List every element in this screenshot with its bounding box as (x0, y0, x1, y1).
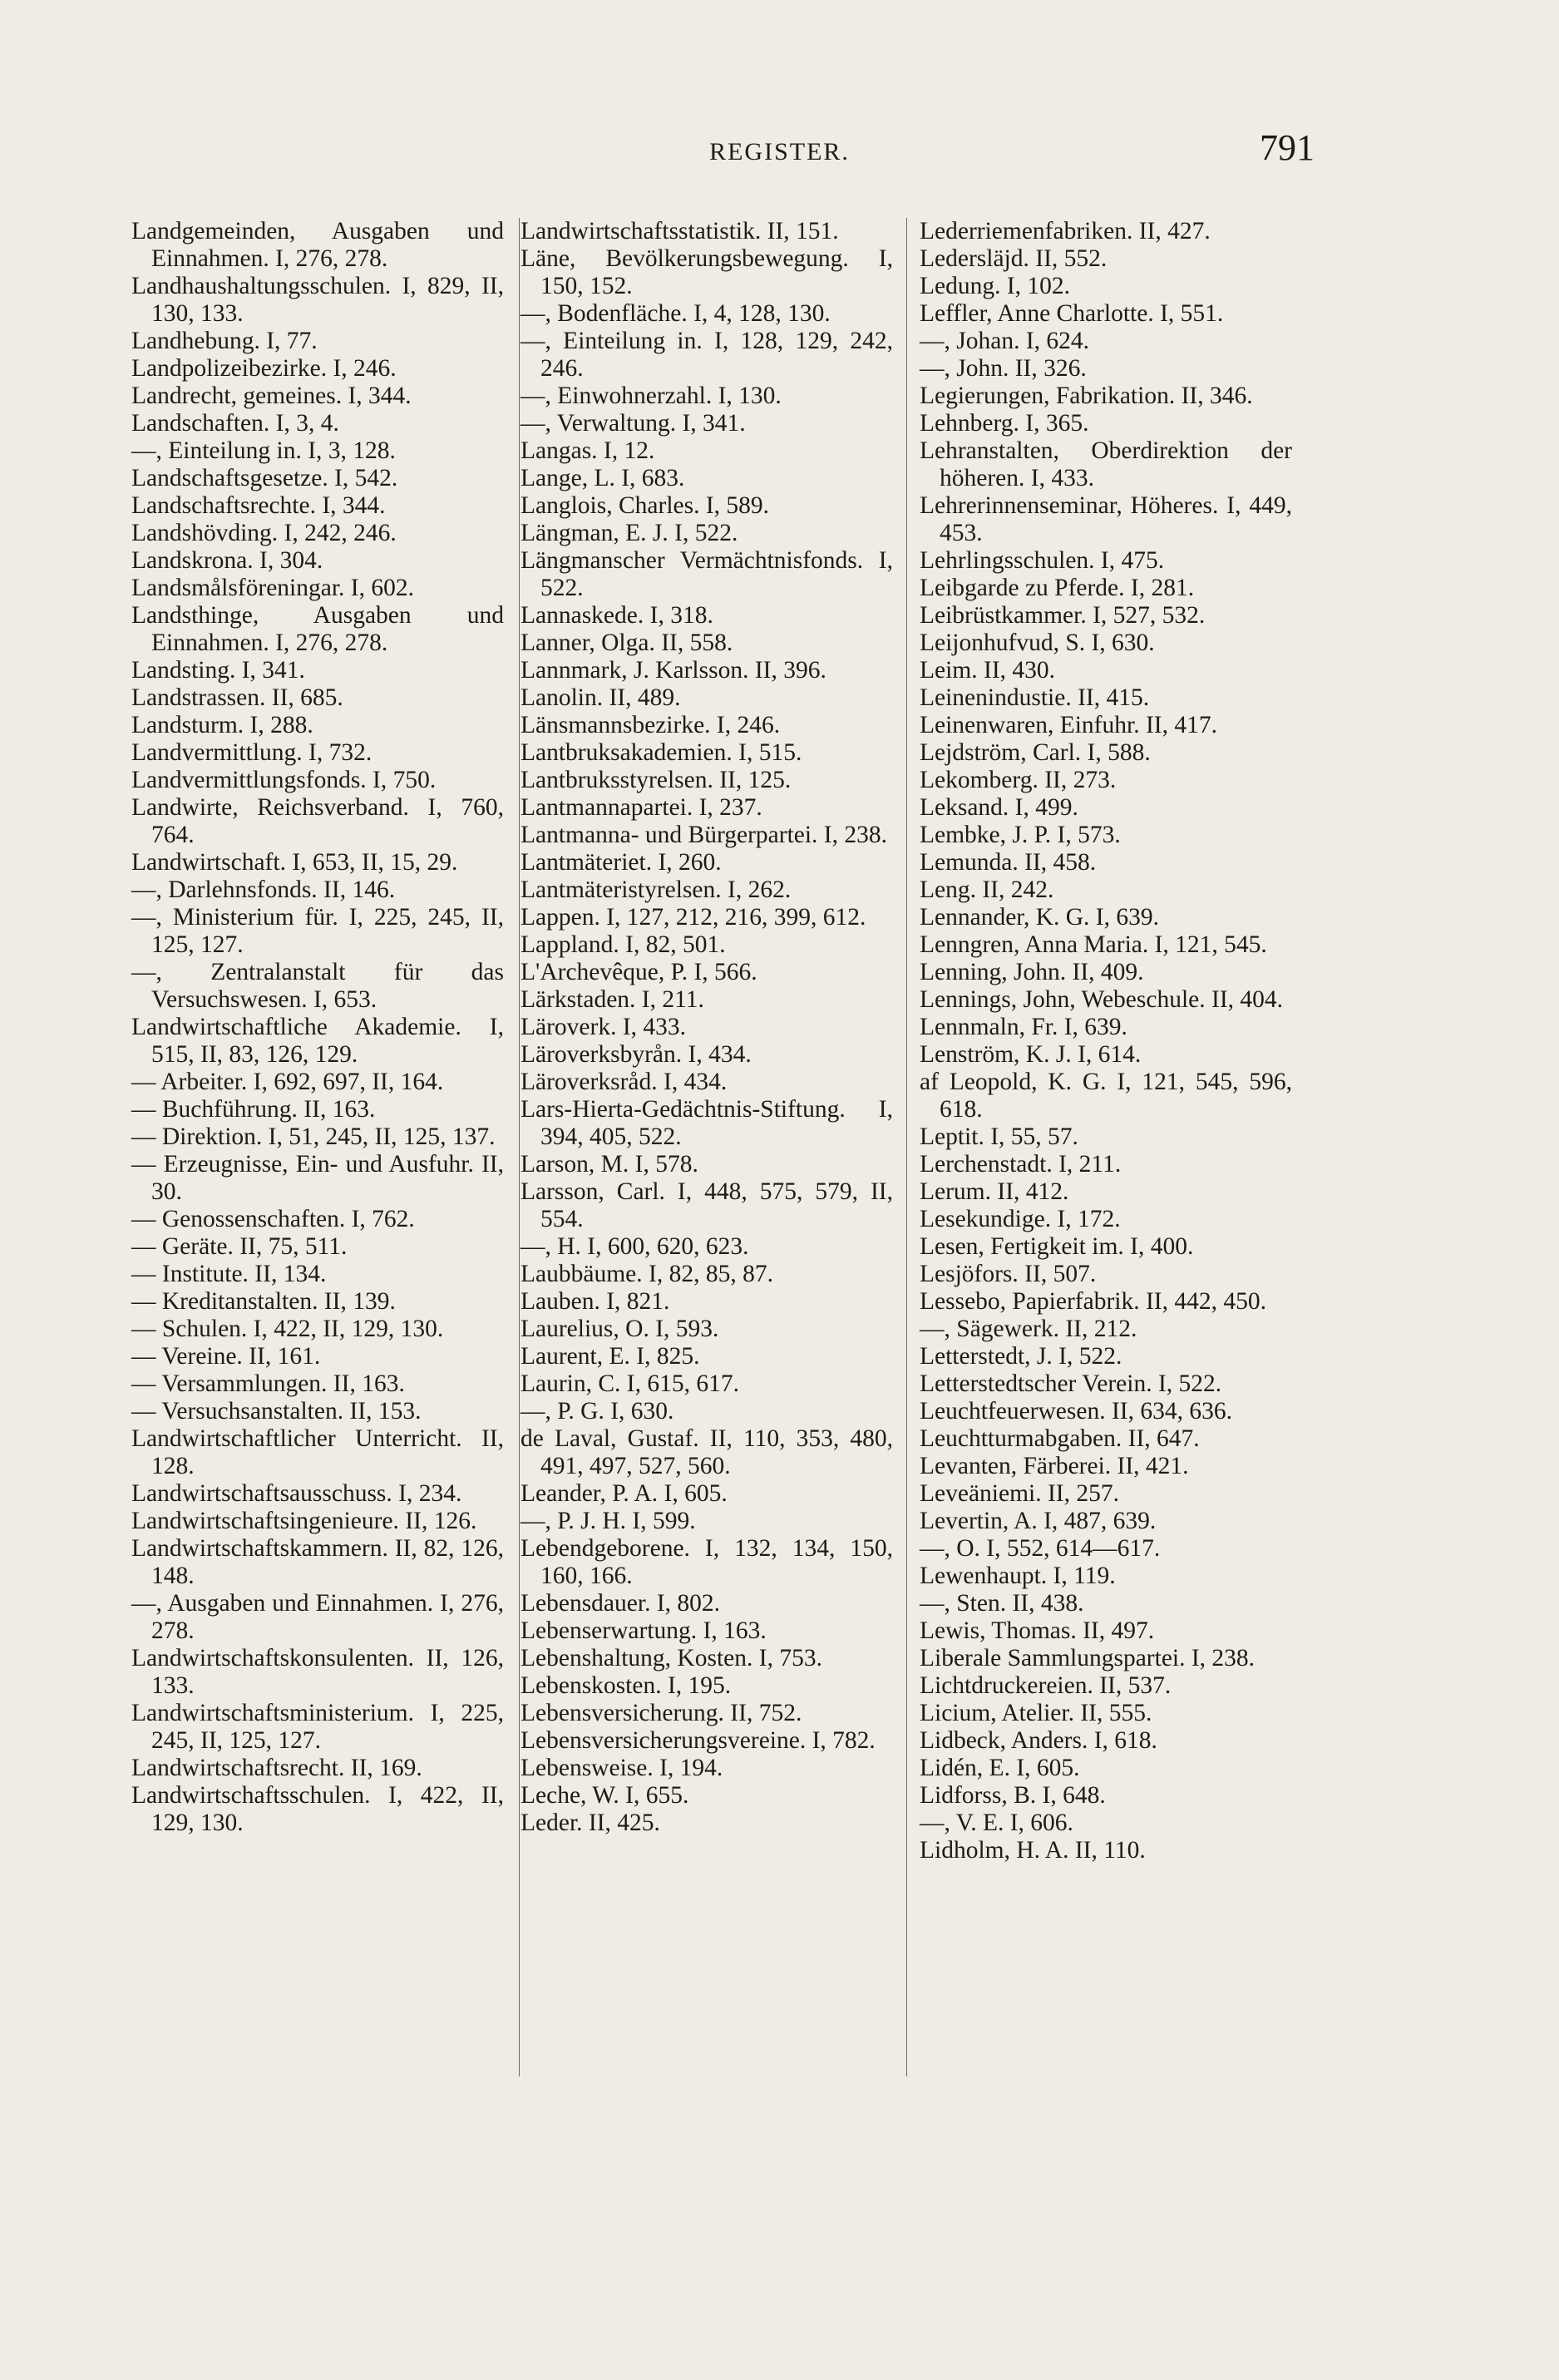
index-entry: Leder. II, 425. (520, 1810, 660, 1836)
index-entry: Leuchtturmabgaben. II, 647. (920, 1425, 1200, 1452)
index-entry: —, John. II, 326. (920, 355, 1087, 382)
index-entry: Lidholm, H. A. II, 110. (920, 1837, 1146, 1864)
index-entry: Lidforss, B. I, 648. (920, 1782, 1106, 1809)
index-entry: Laurent, E. I, 825. (520, 1343, 700, 1370)
index-entry: Lantbruksakademien. I, 515. (520, 739, 802, 766)
index-entry: Läroverksbyrån. I, 434. (520, 1041, 752, 1068)
index-entry: Landhaushaltungsschulen. I, 829, II, 130, 133. (131, 273, 504, 327)
index-entry: Landpolizeibezirke. I, 246. (131, 355, 397, 382)
index-entry: Landrecht, gemeines. I, 344. (131, 383, 412, 409)
index-entry: Lehnberg. I, 365. (920, 410, 1089, 437)
index-entry: Licium, Atelier. II, 555. (920, 1700, 1152, 1726)
index-entry: Lennander, K. G. I, 639. (920, 904, 1159, 931)
index-entry: —, Zentralanstalt für das Versuchswesen. I, 653. (131, 959, 504, 1013)
column-divider (519, 218, 520, 2076)
index-entry: Landwirtschaftsministerium. I, 225, 245, II, 125, 127. (131, 1700, 504, 1754)
index-entry: Lanolin. II, 489. (520, 684, 681, 711)
index-entry: —, Einteilung in. I, 3, 128. (131, 437, 396, 464)
index-entry: Lars-Hierta-Gedächtnis-Stiftung. I, 394, 405, 522. (520, 1096, 893, 1150)
index-entry: Landstrassen. II, 685. (131, 684, 343, 711)
index-entry: Lärkstaden. I, 211. (520, 986, 704, 1013)
page-header (0, 127, 1559, 188)
index-entry: Lenning, John. II, 409. (920, 959, 1144, 985)
index-entry: Lantmanna- und Bürgerpartei. I, 238. (520, 822, 888, 848)
index-entry: Landvermittlung. I, 732. (131, 739, 372, 766)
index-entry: Lantmannapartei. I, 237. (520, 794, 762, 821)
index-entry: Leksand. I, 499. (920, 794, 1078, 821)
index-entry: Lekomberg. II, 273. (920, 767, 1117, 793)
index-entry: Lembke, J. P. I, 573. (920, 822, 1121, 848)
index-entry: — Versammlungen. II, 163. (131, 1370, 405, 1397)
index-entry: Längman, E. J. I, 522. (520, 520, 738, 546)
index-entry: — Vereine. II, 161. (131, 1343, 321, 1370)
index-entry: — Arbeiter. I, 692, 697, II, 164. (131, 1069, 444, 1095)
index-entry: Leveäniemi. II, 257. (920, 1480, 1120, 1507)
index-columns (121, 218, 1319, 2114)
index-entry: Larson, M. I, 578. (520, 1151, 698, 1178)
index-column-2 (520, 218, 893, 2114)
index-entry: Landwirtschaftskonsulenten. II, 126, 133. (131, 1645, 504, 1699)
index-entry: Letterstedtscher Verein. I, 522. (920, 1370, 1222, 1397)
index-entry: Läne, Bevölkerungsbewegung. I, 150, 152. (520, 245, 893, 299)
index-entry: Lichtdruckereien. II, 537. (920, 1672, 1172, 1699)
index-entry: —, Einteilung in. I, 128, 129, 242, 246. (520, 328, 893, 382)
index-entry: Lemunda. II, 458. (920, 849, 1097, 876)
index-entry: Leijonhufvud, S. I, 630. (920, 630, 1155, 656)
index-entry: Leibrüstkammer. I, 527, 532. (920, 602, 1206, 629)
index-entry: Lantmäteriet. I, 260. (520, 849, 722, 876)
index-entry: Landsthinge, Ausgaben und Einnahmen. I, 276, 278. (131, 602, 504, 656)
index-entry: Lesen, Fertigkeit im. I, 400. (920, 1233, 1194, 1260)
index-entry: —, Einwohnerzahl. I, 130. (520, 383, 782, 409)
index-entry: — Institute. II, 134. (131, 1261, 327, 1287)
index-entry: Landgemeinden, Ausgaben und Einnahmen. I, 276, 278. (131, 218, 504, 272)
index-entry: —, Verwaltung. I, 341. (520, 410, 746, 437)
index-entry: Leibgarde zu Pferde. I, 281. (920, 575, 1195, 601)
index-entry: — Versuchsanstalten. II, 153. (131, 1398, 422, 1425)
index-entry: —, Sägewerk. II, 212. (920, 1316, 1137, 1342)
index-entry: Levertin, A. I, 487, 639. (920, 1508, 1157, 1534)
index-entry: Lebenskosten. I, 195. (520, 1672, 732, 1699)
index-entry: Ledersläjd. II, 552. (920, 245, 1108, 272)
index-entry: Lesjöfors. II, 507. (920, 1261, 1097, 1287)
index-entry: Langlois, Charles. I, 589. (520, 492, 770, 519)
index-entry: Lehrlingsschulen. I, 475. (920, 547, 1165, 574)
index-entry: —, Darlehnsfonds. II, 146. (131, 876, 396, 903)
index-entry: Landwirtschaftliche Akademie. I, 515, II, 83, 126, 129. (131, 1014, 504, 1068)
index-entry: Leinenindustie. II, 415. (920, 684, 1150, 711)
index-entry: Lebensversicherung. II, 752. (520, 1700, 802, 1726)
index-entry: Liberale Sammlungspartei. I, 238. (920, 1645, 1256, 1671)
index-entry: —, O. I, 552, 614—617. (920, 1535, 1161, 1562)
index-entry: L'Archevêque, P. I, 566. (520, 959, 757, 985)
index-entry: Lebenserwartung. I, 163. (520, 1617, 767, 1644)
index-entry: Lenström, K. J. I, 614. (920, 1041, 1142, 1068)
index-entry: Landwirtschaftsschulen. I, 422, II, 129, 130. (131, 1782, 504, 1836)
index-entry: Landshövding. I, 242, 246. (131, 520, 397, 546)
index-entry: Landwirtschaftsausschuss. I, 234. (131, 1480, 462, 1507)
running-title: REGISTER. (709, 138, 850, 165)
index-entry: Lebensweise. I, 194. (520, 1755, 723, 1781)
index-entry: Landwirtschaftsrecht. II, 169. (131, 1755, 422, 1781)
index-entry: Längmanscher Vermächtnisfonds. I, 522. (520, 547, 893, 601)
index-entry: Laurin, C. I, 615, 617. (520, 1370, 740, 1397)
index-entry: —, P. G. I, 630. (520, 1398, 674, 1425)
index-entry: — Direktion. I, 51, 245, II, 125, 137. (131, 1123, 496, 1150)
index-entry: Landsmålsföreningar. I, 602. (131, 575, 414, 601)
index-column-1 (131, 218, 504, 2114)
index-entry: Lebendgeborene. I, 132, 134, 150, 160, 166. (520, 1535, 893, 1589)
index-entry: — Schulen. I, 422, II, 129, 130. (131, 1316, 444, 1342)
index-entry: Lejdström, Carl. I, 588. (920, 739, 1151, 766)
index-entry: Levanten, Färberei. II, 421. (920, 1453, 1189, 1479)
index-entry: af Leopold, K. G. I, 121, 545, 596, 618. (920, 1069, 1292, 1123)
index-entry: Landwirtschaftlicher Unterricht. II, 128. (131, 1425, 504, 1479)
index-entry: —, V. E. I, 606. (920, 1810, 1073, 1836)
index-entry: Lauben. I, 821. (520, 1288, 670, 1315)
index-entry: —, H. I, 600, 620, 623. (520, 1233, 749, 1260)
index-entry: Landwirtschaft. I, 653, II, 15, 29. (131, 849, 458, 876)
index-entry: —, P. J. H. I, 599. (520, 1508, 696, 1534)
index-entry: Leptit. I, 55, 57. (920, 1123, 1078, 1150)
index-entry: Lebensversicherungsvereine. I, 782. (520, 1727, 876, 1754)
index-entry: — Kreditanstalten. II, 139. (131, 1288, 396, 1315)
page-number: 791 (1260, 127, 1315, 168)
index-entry: Larsson, Carl. I, 448, 575, 579, II, 554. (520, 1178, 893, 1232)
index-entry: Lehranstalten, Oberdirektion der höheren. I, 433. (920, 437, 1292, 491)
index-entry: — Buchführung. II, 163. (131, 1096, 376, 1123)
index-entry: — Genossenschaften. I, 762. (131, 1206, 415, 1232)
index-entry: Landwirte, Reichsverband. I, 760, 764. (131, 794, 504, 848)
index-entry: Landsting. I, 341. (131, 657, 305, 684)
index-entry: Lesekundige. I, 172. (920, 1206, 1121, 1232)
index-entry: Lenngren, Anna Maria. I, 121, 545. (920, 931, 1267, 958)
index-entry: Lessebo, Papierfabrik. II, 442, 450. (920, 1288, 1266, 1315)
index-entry: Leuchtfeuerwesen. II, 634, 636. (920, 1398, 1232, 1425)
index-entry: Letterstedt, J. I, 522. (920, 1343, 1122, 1370)
index-entry: Lidén, E. I, 605. (920, 1755, 1080, 1781)
index-entry: Ledung. I, 102. (920, 273, 1071, 299)
index-entry: Laurelius, O. I, 593. (520, 1316, 719, 1342)
index-entry: —, Ministerium für. I, 225, 245, II, 125, 127. (131, 904, 504, 958)
index-entry: Leffler, Anne Charlotte. I, 551. (920, 300, 1224, 327)
index-entry: Laubbäume. I, 82, 85, 87. (520, 1261, 773, 1287)
index-entry: Landhebung. I, 77. (131, 328, 318, 354)
index-entry: —, Bodenfläche. I, 4, 128, 130. (520, 300, 831, 327)
index-entry: Leche, W. I, 655. (520, 1782, 689, 1809)
index-entry: Läroverk. I, 433. (520, 1014, 687, 1040)
index-entry: Lidbeck, Anders. I, 618. (920, 1727, 1157, 1754)
index-entry: Landwirtschaftskammern. II, 82, 126, 148. (131, 1535, 504, 1589)
index-entry: — Geräte. II, 75, 511. (131, 1233, 348, 1260)
index-entry: Lerchenstadt. I, 211. (920, 1151, 1122, 1178)
index-entry: Landwirtschaftsstatistik. II, 151. (520, 218, 839, 244)
index-entry: Lebenshaltung, Kosten. I, 753. (520, 1645, 822, 1671)
index-entry: —, Ausgaben und Einnahmen. I, 276, 278. (131, 1590, 504, 1644)
index-entry: Lantmäteristyrelsen. I, 262. (520, 876, 792, 903)
index-entry: Landschaften. I, 3, 4. (131, 410, 339, 437)
index-column-3 (920, 218, 1292, 2114)
index-entry: Lannaskede. I, 318. (520, 602, 713, 629)
index-entry: —, Johan. I, 624. (920, 328, 1090, 354)
index-entry: de Laval, Gustaf. II, 110, 353, 480, 491, 497, 527, 560. (520, 1425, 893, 1479)
index-entry: Lappen. I, 127, 212, 216, 399, 612. (520, 904, 866, 931)
index-entry: Lanner, Olga. II, 558. (520, 630, 733, 656)
index-entry: Lewis, Thomas. II, 497. (920, 1617, 1155, 1644)
index-entry: Lederriemenfabriken. II, 427. (920, 218, 1211, 244)
index-entry: Lantbruksstyrelsen. II, 125. (520, 767, 792, 793)
index-entry: Lannmark, J. Karlsson. II, 396. (520, 657, 826, 684)
index-entry: Leim. II, 430. (920, 657, 1056, 684)
index-entry: — Erzeugnisse, Ein- und Ausfuhr. II, 30. (131, 1151, 504, 1205)
index-entry: Lehrerinnenseminar, Höheres. I, 449, 453. (920, 492, 1292, 546)
index-entry: Landwirtschaftsingenieure. II, 126. (131, 1508, 477, 1534)
index-entry: Lennings, John, Webeschule. II, 404. (920, 986, 1284, 1013)
index-entry: Landskrona. I, 304. (131, 547, 323, 574)
index-entry: Landsturm. I, 288. (131, 712, 313, 738)
index-entry: Länsmannsbezirke. I, 246. (520, 712, 781, 738)
index-entry: Lappland. I, 82, 501. (520, 931, 726, 958)
index-entry: Langas. I, 12. (520, 437, 655, 464)
index-entry: Lennmaln, Fr. I, 639. (920, 1014, 1127, 1040)
index-entry: —, Sten. II, 438. (920, 1590, 1084, 1617)
index-entry: Lerum. II, 412. (920, 1178, 1069, 1205)
index-entry: Leinenwaren, Einfuhr. II, 417. (920, 712, 1217, 738)
column-divider (906, 218, 907, 2076)
index-entry: Legierungen, Fabrikation. II, 346. (920, 383, 1253, 409)
index-entry: Landvermittlungsfonds. I, 750. (131, 767, 437, 793)
index-entry: Leander, P. A. I, 605. (520, 1480, 728, 1507)
index-entry: Landschaftsgesetze. I, 542. (131, 465, 398, 491)
index-entry: Landschaftsrechte. I, 344. (131, 492, 386, 519)
index-entry: Leng. II, 242. (920, 876, 1054, 903)
index-entry: Läroverksråd. I, 434. (520, 1069, 728, 1095)
index-entry: Lange, L. I, 683. (520, 465, 685, 491)
index-entry: Lebensdauer. I, 802. (520, 1590, 721, 1617)
index-entry: Lewenhaupt. I, 119. (920, 1563, 1116, 1589)
